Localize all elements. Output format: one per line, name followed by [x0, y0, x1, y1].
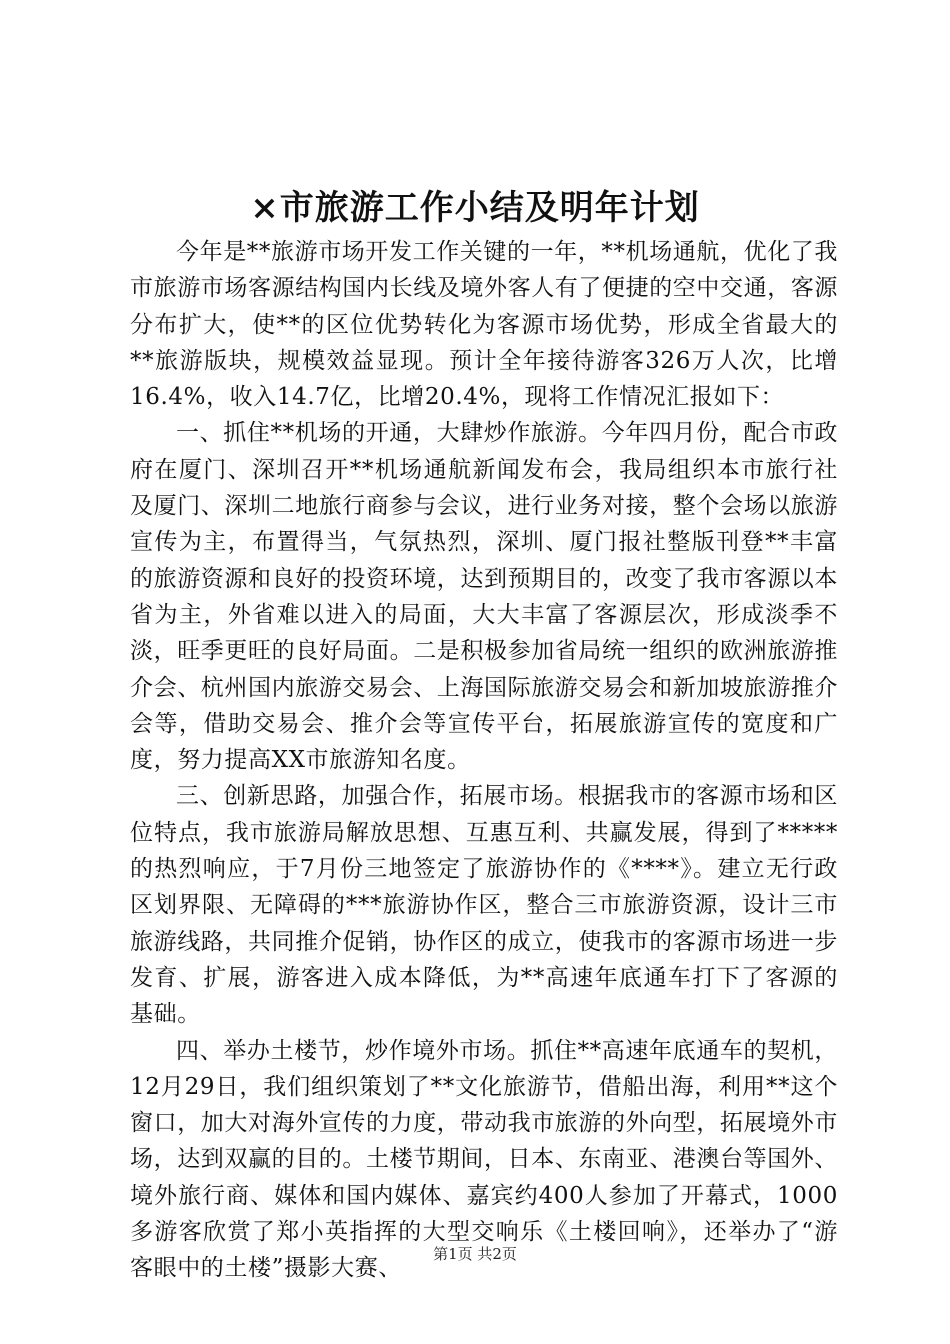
document-title: ×市旅游工作小结及明年计划: [250, 188, 700, 228]
paragraph-section-four: 四、举办土楼节，炒作境外市场。抓住**高速年底通车的契机，12月29日，我们组织策划了**文化旅游节，借船出海，利用**这个窗口，加大对海外宣传的力度，带动我市旅游的外向型，拓展境外市场，达到双赢的目的。土楼节期间，日本、东南亚、港澳台等国外、境外旅行商、媒体和国内媒体、嘉宾约400人参加了开幕式，1000多游客欣赏了郑小英指挥的大型交响乐《土楼回响》，还举办了“游客眼中的土楼”摄影大赛、: [130, 1037, 838, 1282]
paragraph-section-one: 一、抓住**机场的开通，大肆炒作旅游。今年四月份，配合市政府在厦门、深圳召开**机场通航新闻发布会，我局组织本市旅行社及厦门、深圳二地旅行商参与会议，进行业务对接，整个会场以旅游宣传为主，布置得当，气氛热烈，深圳、厦门报社整版刊登**丰富的旅游资源和良好的投资环境，达到预期目的，改变了我市客源以本省为主，外省难以进入的局面，大大丰富了客源层次，形成淡季不淡，旺季更旺的良好局面。二是积极参加省局统一组织的欧洲旅游推介会、杭州国内旅游交易会、上海国际旅游交易会和新加坡旅游推介会等，借助交易会、推介会等宣传平台，拓展旅游宣传的宽度和广度，努力提高XX市旅游知名度。: [130, 420, 838, 774]
page-footer: 第1页 共2页: [433, 1245, 517, 1263]
paragraph-section-three: 三、创新思路，加强合作，拓展市场。根据我市的客源市场和区位特点，我市旅游局解放思想、互惠互利、共赢发展，得到了*****的热烈响应，于7月份三地签定了旅游协作的《****》。建立无行政区划界限、无障碍的***旅游协作区，整合三市旅游资源，设计三市旅游线路，共同推介促销，协作区的成立，使我市的客源市场进一步发育、扩展，游客进入成本降低，为**高速年底通车打下了客源的基础。: [130, 783, 838, 1028]
document-body: [130, 234, 838, 1287]
paragraph-intro: 今年是**旅游市场开发工作关键的一年，**机场通航，优化了我市旅游市场客源结构国内长线及境外客人有了便捷的空中交通，客源分布扩大，使**的区位优势转化为客源市场优势，形成全省最大的**旅游版块，规模效益显现。预计全年接待游客326万人次，比增16.4%，收入14.7亿，比增20.4%，现将工作情况汇报如下：: [130, 239, 838, 411]
